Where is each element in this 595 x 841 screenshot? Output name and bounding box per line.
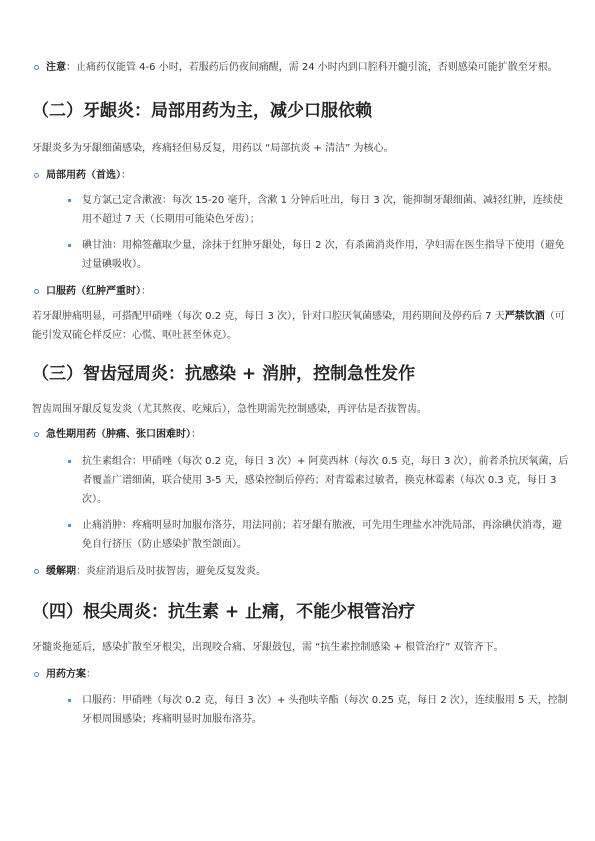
remission-label: 缓解期 bbox=[46, 566, 76, 577]
acute-medication-item bbox=[32, 425, 571, 444]
acute-medication-colon: ： bbox=[191, 429, 201, 440]
remission-text: 炎症消退后及时拔智齿，避免反复发炎。 bbox=[86, 566, 266, 577]
oral-text-after: （可能引发双硫仑样反应：心慌、呕吐甚至休克）。 bbox=[32, 311, 565, 341]
oral-medication-item bbox=[32, 282, 571, 301]
local-medication-label: 局部用药（首选） bbox=[46, 170, 121, 181]
section4-intro: 牙髓炎拖延后，感染扩散至牙根尖，出现咬合痛、牙龈鼓包，需 “抗生素控制感染 + 根管治疗” 双管齐下。 bbox=[32, 642, 504, 653]
section4-heading: （四）根尖周炎：抗生素 + 止痛，不能少根管治疗 bbox=[32, 602, 416, 622]
local-medication-colon: ： bbox=[121, 170, 131, 181]
note-colon: ： bbox=[66, 62, 76, 73]
plan-item bbox=[32, 665, 571, 684]
oral-medication-text bbox=[32, 307, 571, 345]
note-label: 注意 bbox=[46, 62, 66, 73]
oral-text-before: 若牙龈肿痛明显，可搭配甲硝唑（每次 0.2 克，每日 3 次），针对口腔厌氧菌感染，用药期间及停药后 7 天 bbox=[32, 311, 505, 322]
local-medication-subitem: 碘甘油：用棉签蘸取少量，涂抹于红肿牙龈处，每日 2 次，有杀菌消炎作用，孕妇需在医生指导下使用（避免过量碘吸收）。 bbox=[66, 236, 571, 274]
note-item bbox=[32, 58, 571, 77]
section3-heading: （三）智齿冠周炎：抗感染 + 消肿，控制急性发作 bbox=[32, 364, 416, 384]
local-medication-item bbox=[32, 166, 571, 185]
note-text: 止痛药仅能管 4-6 小时，若服药后仍夜间痛醒，需 24 小时内到口腔科开髓引流，否则感染可能扩散至牙根。 bbox=[76, 62, 558, 73]
section2-intro: 牙龈炎多为牙龈细菌感染，疼痛轻但易反复，用药以 “局部抗炎 + 清洁” 为核心。 bbox=[32, 143, 394, 154]
section3-intro: 智齿周围牙龈反复发炎（尤其熬夜、吃辣后），急性期需先控制感染，再评估是否拔智齿。 bbox=[32, 404, 427, 415]
remission-colon: ： bbox=[76, 566, 86, 577]
local-medication-subitem: 复方氯己定含漱液：每次 15-20 毫升，含漱 1 分钟后吐出，每日 3 次，能抑制牙龈细菌、减轻红肿，连续使用不超过 7 天（长期用可能染色牙齿）； bbox=[66, 191, 571, 229]
plan-subitem: 口服药：甲硝唑（每次 0.2 克，每日 3 次）+ 头孢呋辛酯（每次 0.25 克，每日 2 次），连续服用 5 天，控制牙根周围感染；疼痛明显时加服布洛芬。 bbox=[66, 691, 571, 729]
oral-medication-colon: ： bbox=[141, 286, 151, 297]
plan-label: 用药方案 bbox=[46, 669, 86, 680]
acute-medication-label: 急性期用药（肿痛、张口困难时） bbox=[46, 429, 191, 440]
remission-item bbox=[32, 562, 571, 581]
section2-heading: （二）牙龈炎：局部用药为主，减少口服依赖 bbox=[32, 101, 372, 121]
acute-medication-subitem: 抗生素组合：甲硝唑（每次 0.2 克，每日 3 次）+ 阿莫西林（每次 0.5 克，每日 3 次），前者杀抗厌氧菌，后者覆盖广谱细菌，联合使用 3-5 天，感染控制后停药；对青霉素过敏者，换克林霉素（每次 0.3 克，每日 3 次）。 bbox=[66, 452, 571, 509]
plan-colon: ： bbox=[86, 669, 96, 680]
oral-text-bold: 严禁饮酒 bbox=[504, 311, 545, 322]
acute-medication-subitem: 止痛消肿：疼痛明显时加服布洛芬，用法同前；若牙龈有脓液，可先用生理盐水冲洗局部，再涂碘伏消毒，避免自行挤压（防止感染扩散至颌面）。 bbox=[66, 516, 571, 554]
oral-medication-label: 口服药（红肿严重时） bbox=[46, 286, 141, 297]
